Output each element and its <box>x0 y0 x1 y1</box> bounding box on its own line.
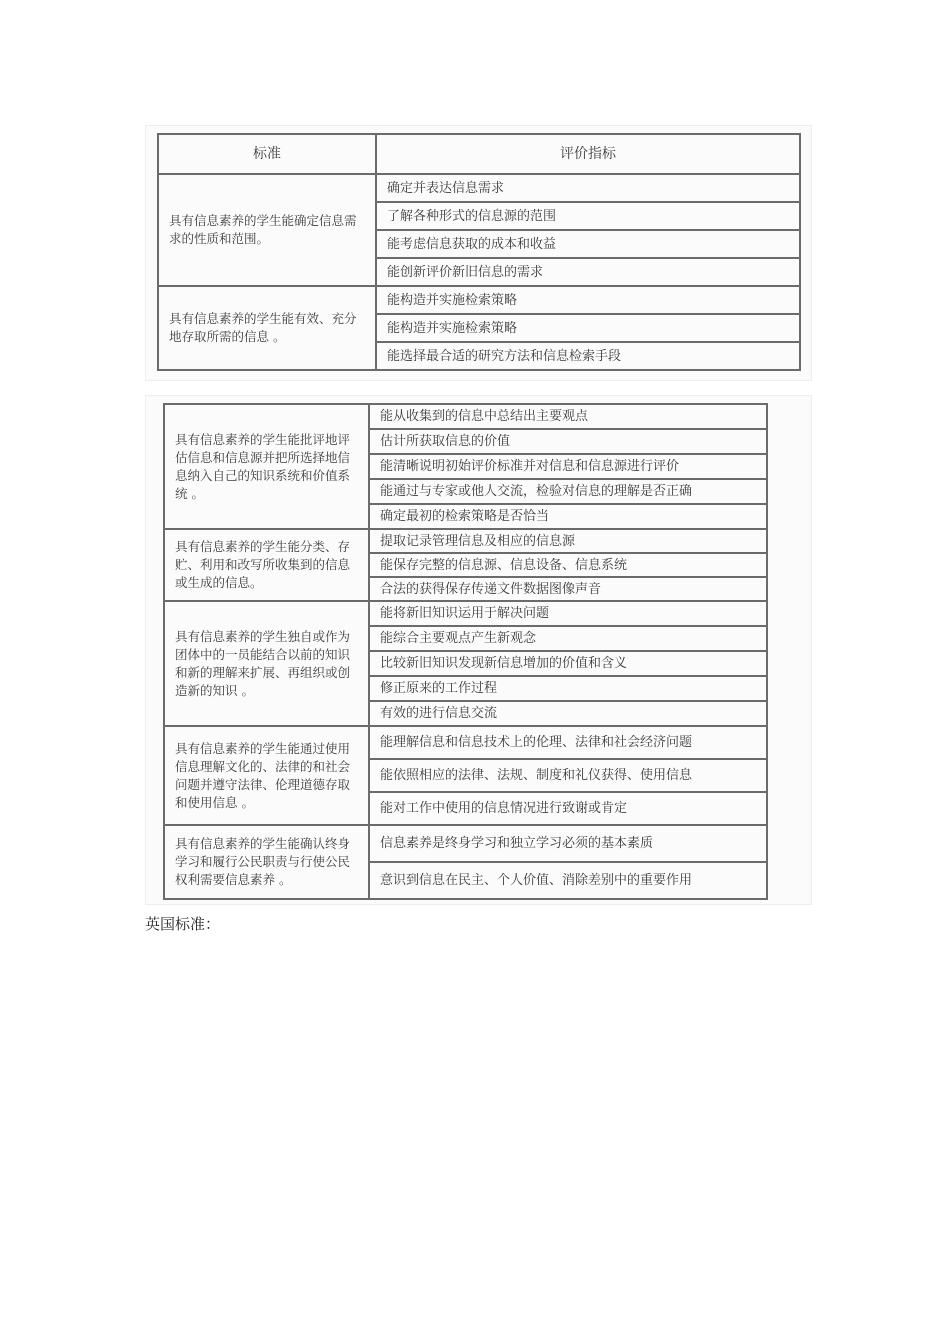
indicator-cell: 有效的进行信息交流 <box>369 701 767 726</box>
indicator-cell: 信息素养是终身学习和独立学习必须的基本素质 <box>369 825 767 862</box>
table-row <box>164 404 767 429</box>
standard-cell: 具有信息素养的学生独自或作为团体中的一员能结合以前的知识和新的理解来扩展、再组织或创造新的知识 。 <box>164 601 369 726</box>
indicator-cell: 能理解信息和信息技术上的伦理、法律和社会经济问题 <box>369 726 767 759</box>
table-row <box>164 529 767 553</box>
table-row <box>164 601 767 626</box>
indicator-cell: 能构造并实施检索策略 <box>376 314 800 342</box>
indicator-cell: 能通过与专家或他人交流，检验对信息的理解是否正确 <box>369 479 767 504</box>
table-image-1 <box>145 125 812 381</box>
header-indicators: 评价指标 <box>376 134 800 174</box>
indicator-cell: 了解各种形式的信息源的范围 <box>376 202 800 230</box>
indicator-cell: 能综合主要观点产生新观念 <box>369 626 767 651</box>
indicator-cell: 确定最初的检索策略是否恰当 <box>369 504 767 529</box>
indicator-cell: 能考虑信息获取的成本和收益 <box>376 230 800 258</box>
table-row <box>164 726 767 759</box>
indicator-cell: 能将新旧知识运用于解决问题 <box>369 601 767 626</box>
indicator-cell: 能构造并实施检索策略 <box>376 286 800 314</box>
indicator-cell: 能依照相应的法律、法规、制度和礼仪获得、使用信息 <box>369 759 767 792</box>
standard-cell: 具有信息素养的学生能批评地评估信息和信息源并把所选择地信息纳入自己的知识系统和价值系统 。 <box>164 404 369 529</box>
header-standard: 标准 <box>158 134 376 174</box>
standard-cell: 具有信息素养的学生能确定信息需求的性质和范围。 <box>158 174 376 286</box>
indicator-cell: 修正原来的工作过程 <box>369 676 767 701</box>
indicator-cell: 比较新旧知识发现新信息增加的价值和含义 <box>369 651 767 676</box>
table-image-2 <box>145 395 812 905</box>
indicator-cell: 合法的获得保存传递文件数据图像声音 <box>369 577 767 601</box>
indicator-cell: 确定并表达信息需求 <box>376 174 800 202</box>
indicator-cell: 能从收集到的信息中总结出主要观点 <box>369 404 767 429</box>
section-caption: 英国标准： <box>145 915 221 933</box>
table-header-row <box>158 134 800 174</box>
table-row <box>158 286 800 314</box>
indicator-cell: 能选择最合适的研究方法和信息检索手段 <box>376 342 800 370</box>
indicator-cell: 能创新评价新旧信息的需求 <box>376 258 800 286</box>
indicator-cell: 能保存完整的信息源、信息设备、信息系统 <box>369 553 767 577</box>
indicator-cell: 能对工作中使用的信息情况进行致谢或肯定 <box>369 792 767 825</box>
indicator-cell: 估计所获取信息的价值 <box>369 429 767 454</box>
indicator-cell: 意识到信息在民主、个人价值、消除差别中的重要作用 <box>369 862 767 899</box>
table-row <box>164 825 767 862</box>
standard-cell: 具有信息素养的学生能有效、充分地存取所需的信息 。 <box>158 286 376 370</box>
standards-table-1 <box>157 133 801 371</box>
indicator-cell: 能清晰说明初始评价标准并对信息和信息源进行评价 <box>369 454 767 479</box>
standard-cell: 具有信息素养的学生能通过使用信息理解文化的、法律的和社会问题并遵守法律、伦理道德存取和使用信息 。 <box>164 726 369 825</box>
table-row <box>158 174 800 202</box>
standard-cell: 具有信息素养的学生能分类、存贮、利用和改写所收集到的信息或生成的信息。 <box>164 529 369 601</box>
standard-cell: 具有信息素养的学生能确认终身学习和履行公民职责与行使公民权利需要信息素养 。 <box>164 825 369 899</box>
standards-table-2 <box>163 403 768 900</box>
indicator-cell: 提取记录管理信息及相应的信息源 <box>369 529 767 553</box>
